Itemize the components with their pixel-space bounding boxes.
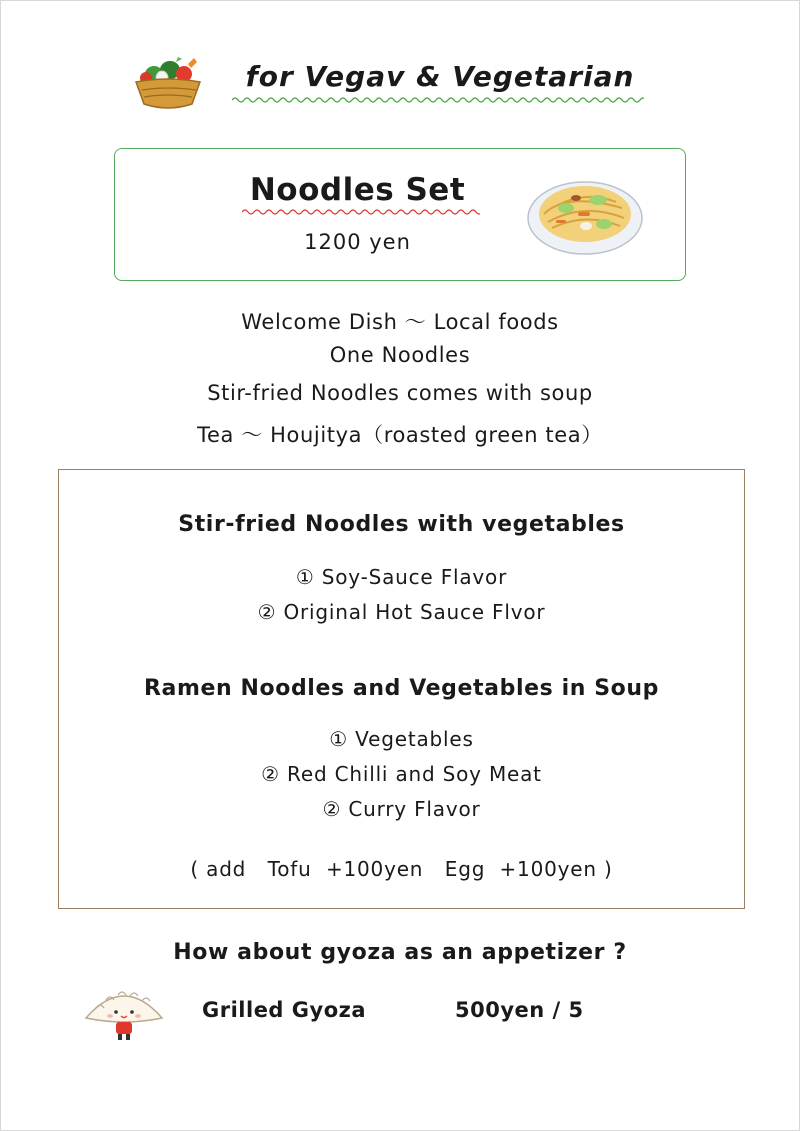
course-item: Tea ～ Houjitya（roasted green tea） bbox=[197, 423, 603, 447]
header-underline bbox=[232, 96, 644, 104]
gyoza-question: How about gyoza as an appetizer ? bbox=[173, 940, 627, 965]
course-item: Welcome Dish ～ Local foods bbox=[241, 310, 559, 334]
noodle-plate-icon bbox=[526, 172, 644, 256]
gyoza-price: 500yen / 5 bbox=[455, 998, 584, 1022]
ramen-option: ② Red Chilli and Soy Meat bbox=[261, 762, 542, 786]
ramen-option: ② Curry Flavor bbox=[322, 797, 481, 821]
addons-note: ( add Tofu +100yen Egg +100yen ) bbox=[190, 857, 613, 881]
header-title: for Vegav & Vegetarian bbox=[245, 60, 635, 93]
gyoza-character-icon bbox=[80, 980, 168, 1042]
set-title-underline bbox=[242, 208, 480, 216]
stir-fried-heading: Stir-fried Noodles with vegetables bbox=[178, 512, 625, 537]
gyoza-name: Grilled Gyoza bbox=[202, 998, 367, 1022]
course-item: One Noodles bbox=[329, 343, 471, 367]
ramen-heading: Ramen Noodles and Vegetables in Soup bbox=[143, 676, 660, 701]
stir-fried-option: ② Original Hot Sauce Flvor bbox=[257, 600, 546, 624]
vegetable-basket-icon bbox=[132, 56, 204, 112]
set-price: 1200 yen bbox=[304, 230, 411, 254]
stir-fried-option: ① Soy-Sauce Flavor bbox=[295, 565, 508, 589]
ramen-option: ① Vegetables bbox=[329, 727, 474, 751]
course-item: Stir-fried Noodles comes with soup bbox=[207, 381, 593, 405]
set-title: Noodles Set bbox=[249, 172, 466, 208]
